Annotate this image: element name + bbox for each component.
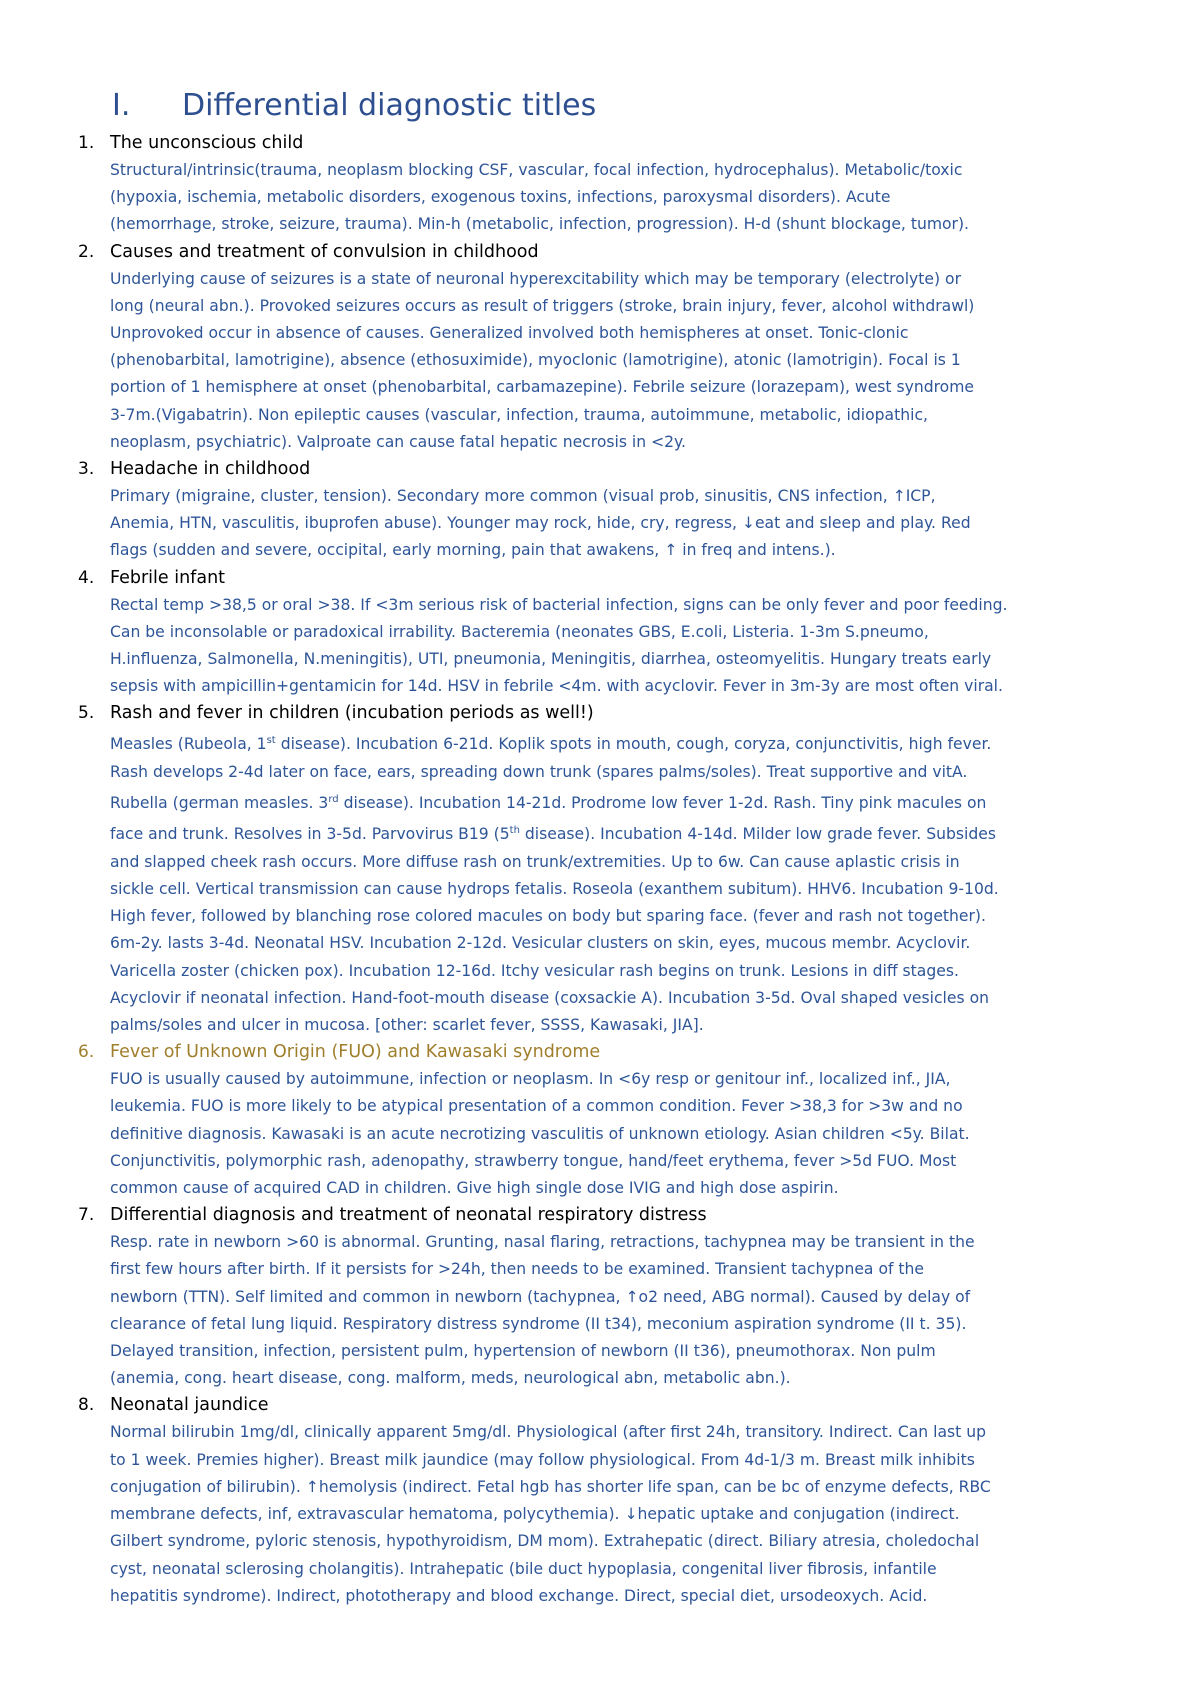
topic-description bbox=[110, 1419, 1138, 1609]
description-line: (hypoxia, ischemia, metabolic disorders, exogenous toxins, infections, paroxysmal disorders). Acute bbox=[110, 188, 891, 207]
topic-number: 7. bbox=[78, 1205, 95, 1226]
topic-body bbox=[110, 1039, 1138, 1202]
description-line: Normal bilirubin 1mg/dl, clinically apparent 5mg/dl. Physiological (after first 24h, transitory. Indirect. Can last up bbox=[110, 1423, 986, 1442]
description-line: Delayed transition, infection, persistent pulm, hypertension of newborn (II t36), pneumothorax. Non pulm bbox=[110, 1342, 936, 1361]
topic-body bbox=[110, 1202, 1138, 1392]
description-line: long (neural abn.). Provoked seizures occurs as result of triggers (stroke, brain injury, fever, alcohol withdrawl) bbox=[110, 296, 975, 315]
topic-body bbox=[110, 130, 1138, 239]
heading-text: Differential diagnostic titles bbox=[182, 88, 597, 123]
topic-body bbox=[110, 239, 1138, 456]
topic-number: 2. bbox=[78, 241, 95, 262]
description-line: cyst, neonatal sclerosing cholangitis). Intrahepatic (bile duct hypoplasia, congenital liver fibrosis, infantile bbox=[110, 1559, 937, 1578]
description-line: newborn (TTN). Self limited and common in newborn (tachypnea, ↑o2 need, ABG normal). Caused by delay of bbox=[110, 1287, 971, 1306]
description-line: Acyclovir if neonatal infection. Hand-foot-mouth disease (coxsackie A). Incubation 3-5d. Oval shaped vesicles on bbox=[110, 988, 989, 1007]
topic-item bbox=[78, 1039, 1138, 1202]
description-line: Rubella (german measles. 3rd disease). Incubation 14-21d. Prodrome low fever 1-2d. Rash. Tiny pink macules on bbox=[110, 794, 987, 813]
topic-body bbox=[110, 565, 1138, 701]
description-line: Rash develops 2-4d later on face, ears, spreading down trunk (spares palms/soles). Treat supportive and vitA. bbox=[110, 762, 968, 781]
section-heading bbox=[112, 88, 596, 123]
description-line: 3-7m.(Vigabatrin). Non epileptic causes (vascular, infection, trauma, autoimmune, metabolic, idiopathic, bbox=[110, 405, 928, 424]
description-line: Resp. rate in newborn >60 is abnormal. Grunting, nasal flaring, retractions, tachypnea may be transient in the bbox=[110, 1233, 975, 1252]
description-line: (phenobarbital, lamotrigine), absence (ethosuximide), myoclonic (lamotrigine), atonic (lamotrigin). Focal is 1 bbox=[110, 351, 961, 370]
topic-number: 8. bbox=[78, 1395, 95, 1416]
description-line: leukemia. FUO is more likely to be atypical presentation of a common condition. Fever >38,3 for >3w and no bbox=[110, 1097, 963, 1116]
description-line: Gilbert syndrome, pyloric stenosis, hypothyroidism, DM mom). Extrahepatic (direct. Biliary atresia, choledochal bbox=[110, 1532, 980, 1551]
heading-numeral: I. bbox=[112, 88, 131, 123]
topic-title: Differential diagnosis and treatment of neonatal respiratory distress bbox=[110, 1205, 707, 1226]
description-line: clearance of fetal lung liquid. Respiratory distress syndrome (II t34), meconium aspiration syndrome (II t. 35). bbox=[110, 1314, 967, 1333]
topic-item bbox=[78, 1392, 1138, 1609]
topic-item bbox=[78, 565, 1138, 701]
description-line: flags (sudden and severe, occipital, early morning, pain that awakens, ↑ in freq and intens.). bbox=[110, 541, 836, 560]
description-line: face and trunk. Resolves in 3-5d. Parvovirus B19 (5th disease). Incubation 4-14d. Milder low grade fever. Subsides bbox=[110, 825, 996, 844]
description-line: Conjunctivitis, polymorphic rash, adenopathy, strawberry tongue, hand/feet erythema, fever >5d FUO. Most bbox=[110, 1151, 957, 1170]
description-line: Unprovoked occur in absence of causes. Generalized involved both hemispheres at onset. Tonic-clonic bbox=[110, 324, 909, 343]
topic-number: 4. bbox=[78, 567, 95, 588]
description-line: Can be inconsolable or paradoxical irrability. Bacteremia (neonates GBS, E.coli, Listeria. 1-3m S.pneumo, bbox=[110, 622, 929, 641]
topic-list bbox=[78, 130, 1138, 1610]
description-line: sepsis with ampicillin+gentamicin for 14d. HSV in febrile <4m. with acyclovir. Fever in 3m-3y are most often viral. bbox=[110, 677, 1003, 696]
topic-title: Causes and treatment of convulsion in childhood bbox=[110, 241, 539, 262]
topic-description bbox=[110, 727, 1138, 1039]
description-line: and slapped cheek rash occurs. More diffuse rash on trunk/extremities. Up to 6w. Can cause aplastic crisis in bbox=[110, 852, 960, 871]
description-line: Structural/intrinsic(trauma, neoplasm blocking CSF, vascular, focal infection, hydrocephalus). Metabolic/toxic bbox=[110, 161, 963, 179]
topic-title: Fever of Unknown Origin (FUO) and Kawasaki syndrome bbox=[110, 1042, 601, 1063]
topic-number: 1. bbox=[78, 133, 95, 153]
description-line: neoplasm, psychiatric). Valproate can cause fatal hepatic necrosis in <2y. bbox=[110, 432, 687, 451]
description-line: portion of 1 hemisphere at onset (phenobarbital, carbamazepine). Febrile seizure (lorazepam), west syndrome bbox=[110, 378, 975, 397]
description-line: Rectal temp >38,5 or oral >38. If <3m serious risk of bacterial infection, signs can be only fever and poor feeding. bbox=[110, 595, 1008, 614]
description-line: membrane defects, inf, extravascular hematoma, polycythemia). ↓hepatic uptake and conjugation (indirect. bbox=[110, 1505, 960, 1524]
topic-body bbox=[110, 1392, 1138, 1609]
topic-description bbox=[110, 266, 1138, 456]
description-line: H.influenza, Salmonella, N.meningitis), UTI, pneumonia, Meningitis, diarrhea, osteomyelitis. Hungary treats early bbox=[110, 650, 992, 669]
description-line: definitive diagnosis. Kawasaki is an acute necrotizing vasculitis of unknown etiology. Asian children <5y. Bilat. bbox=[110, 1124, 970, 1143]
topic-item bbox=[78, 1202, 1138, 1392]
description-line: High fever, followed by blanching rose colored macules on body but sparing face. (fever and rash not together). bbox=[110, 907, 986, 926]
description-line: Underlying cause of seizures is a state of neuronal hyperexcitability which may be temporary (electrolyte) or bbox=[110, 269, 961, 288]
topic-item bbox=[78, 239, 1138, 456]
topic-title: The unconscious child bbox=[110, 133, 304, 153]
description-line: (hemorrhage, stroke, seizure, trauma). Min-h (metabolic, infection, progression). H-d (shunt blockage, tumor). bbox=[110, 215, 970, 234]
topic-title: Neonatal jaundice bbox=[110, 1395, 269, 1416]
description-line: common cause of acquired CAD in children. Give high single dose IVIG and high dose aspirin. bbox=[110, 1179, 839, 1198]
topic-item bbox=[78, 700, 1138, 1039]
description-line: Varicella zoster (chicken pox). Incubation 12-16d. Itchy vesicular rash begins on trunk. Lesions in diff stages. bbox=[110, 961, 959, 980]
topic-description bbox=[110, 483, 1138, 565]
topic-description bbox=[110, 1229, 1138, 1392]
description-line: (anemia, cong. heart disease, cong. malform, meds, neurological abn, metabolic abn.). bbox=[110, 1369, 791, 1388]
topic-title: Headache in childhood bbox=[110, 459, 311, 480]
description-line: first few hours after birth. If it persists for >24h, then needs to be examined. Transient tachypnea of the bbox=[110, 1260, 925, 1279]
topic-number: 6. bbox=[78, 1042, 95, 1063]
description-line: Anemia, HTN, vasculitis, ibuprofen abuse). Younger may rock, hide, cry, regress, ↓eat and sleep and play. Red bbox=[110, 514, 971, 533]
topic-body bbox=[110, 456, 1138, 565]
topic-description bbox=[110, 157, 1138, 239]
description-line: Measles (Rubeola, 1st disease). Incubation 6-21d. Koplik spots in mouth, cough, coryza, conjunctivitis, high fever. bbox=[110, 735, 992, 754]
topic-item bbox=[78, 130, 1138, 239]
topic-title: Febrile infant bbox=[110, 567, 226, 588]
topic-item bbox=[78, 456, 1138, 565]
description-line: sickle cell. Vertical transmission can cause hydrops fetalis. Roseola (exanthem subitum). HHV6. Incubation 9-10d. bbox=[110, 880, 999, 899]
topic-title: Rash and fever in children (incubation periods as well!) bbox=[110, 703, 594, 724]
description-line: palms/soles and ulcer in mucosa. [other: scarlet fever, SSSS, Kawasaki, JIA]. bbox=[110, 1016, 704, 1035]
description-line: hepatitis syndrome). Indirect, phototherapy and blood exchange. Direct, special diet, ursodeoxych. Acid. bbox=[110, 1586, 928, 1605]
topic-description bbox=[110, 592, 1138, 701]
description-line: FUO is usually caused by autoimmune, infection or neoplasm. In <6y resp or genitour inf., localized inf., JIA, bbox=[110, 1070, 951, 1089]
topic-body bbox=[110, 700, 1138, 1039]
description-line: to 1 week. Premies higher). Breast milk jaundice (may follow physiological. From 4d-1/3 m. Breast milk inhibits bbox=[110, 1450, 975, 1469]
topic-number: 5. bbox=[78, 703, 95, 724]
topic-number: 3. bbox=[78, 459, 95, 480]
description-line: conjugation of bilirubin). ↑hemolysis (indirect. Fetal hgb has shorter life span, can be bc of enzyme defects, RBC bbox=[110, 1477, 991, 1496]
topic-description bbox=[110, 1066, 1138, 1202]
description-line: Primary (migraine, cluster, tension). Secondary more common (visual prob, sinusitis, CNS infection, ↑ICP, bbox=[110, 487, 936, 506]
description-line: 6m-2y. lasts 3-4d. Neonatal HSV. Incubation 2-12d. Vesicular clusters on skin, eyes, mucous membr. Acyclovir. bbox=[110, 934, 971, 953]
